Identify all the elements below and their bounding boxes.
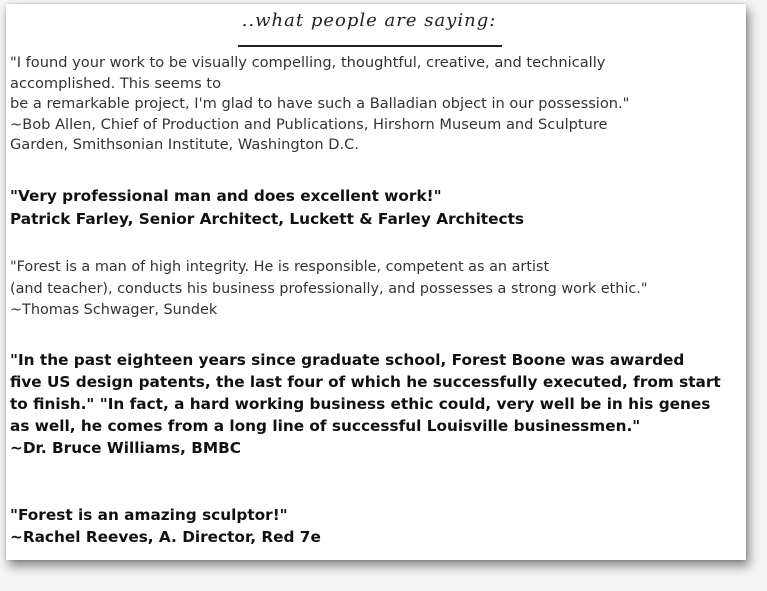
testimonial-line: to finish." "In fact, a hard working business ethic could, very well be in his genes xyxy=(10,395,711,413)
testimonial-line: (and teacher), conducts his business professionally, and possesses a strong work ethic." xyxy=(10,280,648,297)
testimonial-patrick-farley xyxy=(10,185,742,231)
testimonial-line: "Forest is a man of high integrity. He is responsible, competent as an artist xyxy=(10,259,550,275)
section-heading: ..what people are saying: xyxy=(241,10,497,31)
testimonial-card xyxy=(6,4,746,560)
testimonial-line: "I found your work to be visually compelling, thoughtful, creative, and technically xyxy=(10,54,606,71)
testimonial-attribution: ~Thomas Schwager, Sundek xyxy=(10,302,218,319)
testimonial-attribution: ~Bob Allen, Chief of Production and Publications, Hirshorn Museum and Sculpture xyxy=(10,115,608,133)
testimonial-thomas-schwager xyxy=(10,257,742,322)
testimonial-rachel-reeves xyxy=(10,504,742,548)
testimonial-bruce-williams xyxy=(10,349,742,459)
testimonial-attribution: ~Dr. Bruce Williams, BMBC xyxy=(10,439,241,457)
testimonial-attribution: ~Rachel Reeves, A. Director, Red 7e xyxy=(10,528,321,546)
testimonial-line: be a remarkable project, I'm glad to have such a Balladian object in our possession." xyxy=(10,95,630,113)
testimonial-bob-allen xyxy=(10,53,742,156)
testimonial-attribution: Patrick Farley, Senior Architect, Luckett & Farley Architects xyxy=(10,210,524,228)
testimonial-line: "Very professional man and does excellent work!" xyxy=(10,187,442,205)
testimonial-line: accomplished. This seems to xyxy=(10,74,222,92)
testimonial-line: "In the past eighteen years since graduate school, Forest Boone was awarded xyxy=(10,351,685,369)
testimonial-line: as well, he comes from a long line of successful Louisville businessmen." xyxy=(10,417,641,435)
testimonial-attribution: Garden, Smithsonian Institute, Washington D.C. xyxy=(10,136,359,154)
testimonial-line: five US design patents, the last four of which he successfully executed, from start xyxy=(10,373,721,391)
heading-underline xyxy=(238,45,502,47)
testimonial-line: "Forest is an amazing sculptor!" xyxy=(10,506,288,524)
